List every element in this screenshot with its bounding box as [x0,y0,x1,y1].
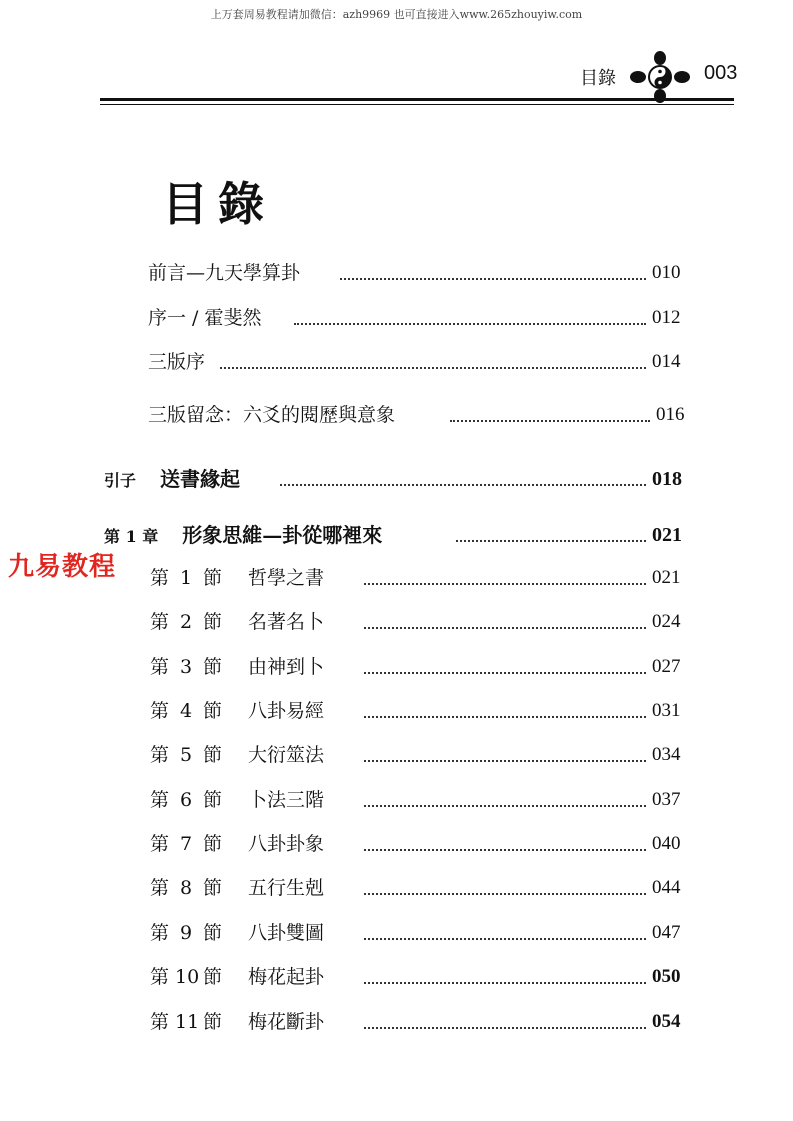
toc-leader-dots [364,805,646,807]
toc-section-pre: 第 [150,833,170,855]
toc-entry[interactable] [0,399,793,431]
toc-leader-dots [220,367,646,369]
toc-section-number: 2 [179,611,193,633]
toc-section-page: 050 [652,966,681,987]
toc-section-number: 6 [179,789,193,811]
toc-section-name: 梅花斷卦 [248,1011,325,1033]
toc-section-name: 梅花起卦 [248,966,325,988]
toc-section-post: 節 [203,833,223,855]
toc-section-pre: 第 [150,611,170,633]
toc-section-post: 節 [203,700,223,722]
toc-entry-page: 014 [652,351,681,372]
toc-section-post: 節 [203,789,223,811]
taiji-flower-ornament-icon [628,50,692,104]
toc-entry-page: 012 [652,307,681,328]
toc-section-name: 由神到卜 [248,656,325,678]
toc-entry-page: 016 [656,404,685,425]
toc-entry-title: 序一 / 霍斐然 [148,307,262,329]
side-watermark-logo: 九易教程 [8,552,117,582]
toc-entry-title: 前言—九天學算卦 [148,262,301,284]
header-rule-thin [100,104,734,105]
running-header-page-number: 003 [704,62,738,84]
toc-section-title [150,651,324,683]
toc-intro-name: 送書緣起 [160,467,241,491]
toc-section-name: 八卦卦象 [248,833,325,855]
toc-section-name: 五行生剋 [248,877,325,899]
toc-section-pre: 第 [150,656,170,678]
toc-section-post: 節 [203,966,223,988]
toc-section-title [150,784,324,816]
toc-entry-page: 010 [652,262,681,283]
toc-section-title [150,606,324,638]
toc-leader-dots [364,672,646,674]
toc-intro-title [104,463,240,497]
toc-section-entry[interactable] [0,606,793,638]
toc-leader-dots [294,323,646,325]
toc-section-pre: 第 [150,744,170,766]
toc-entry-title: 三版序 [148,351,206,373]
toc-leader-dots [364,1027,646,1029]
toc-section-entry[interactable] [0,695,793,727]
toc-section-entry[interactable] [0,784,793,816]
toc-section-pre: 第 [150,966,170,988]
toc-section-entry[interactable] [0,872,793,904]
toc-section-entry[interactable] [0,739,793,771]
toc-section-post: 節 [203,611,223,633]
toc-section-entry[interactable] [0,651,793,683]
toc-section-pre: 第 [150,877,170,899]
toc-section-title [150,917,324,949]
toc-entry-title: 三版留念：六爻的閱歷與意象 [148,404,396,426]
toc-intro-page: 018 [652,468,682,490]
toc-section-post: 節 [203,567,223,589]
toc-leader-dots [280,484,646,486]
toc-section-number: 3 [179,656,193,678]
toc-section-number: 11 [175,1011,200,1033]
toc-section-title [150,872,324,904]
toc-leader-dots [364,938,646,940]
running-header-label: 目錄 [580,68,616,89]
toc-section-pre: 第 [150,922,170,944]
toc-section-number: 5 [179,744,193,766]
toc-leader-dots [364,583,646,585]
toc-leader-dots [450,420,650,422]
toc-section-entry[interactable] [0,917,793,949]
toc-section-title [150,739,324,771]
toc-chapter-page: 021 [652,524,682,546]
toc-section-name: 大衍筮法 [248,744,325,766]
toc-section-page: 024 [652,611,681,632]
toc-intro-prefix: 引子 [104,471,137,490]
toc-intro-entry[interactable] [0,463,793,495]
toc-section-name: 名著名卜 [248,611,325,633]
toc-section-entry[interactable] [0,828,793,860]
toc-section-entry[interactable] [0,562,793,594]
toc-section-pre: 第 [150,789,170,811]
toc-section-page: 027 [652,656,681,677]
toc-chapter-prefix: 第 1 章 [104,527,159,546]
toc-section-title [150,1006,324,1038]
toc-section-post: 節 [203,877,223,899]
toc-leader-dots [340,278,646,280]
toc-section-entry[interactable] [0,1006,793,1038]
toc-section-pre: 第 [150,700,170,722]
toc-leader-dots [364,893,646,895]
page-title: 目錄 [162,177,274,231]
toc-section-post: 節 [203,1011,223,1033]
toc-section-name: 卜法三階 [248,789,325,811]
toc-section-number: 9 [179,922,193,944]
toc-section-number: 10 [175,966,200,988]
toc-chapter-title [104,519,382,553]
toc-chapter-entry[interactable] [0,519,793,551]
toc-section-name: 哲學之書 [248,567,325,589]
toc-section-page: 047 [652,922,681,943]
toc-entry[interactable] [0,257,793,289]
toc-section-title [150,695,324,727]
toc-section-page: 021 [652,567,681,588]
toc-section-page: 044 [652,877,681,898]
top-watermark: 上万套周易教程请加微信：azh9969 也可直接进入www.265zhouyiw.com [210,8,583,21]
toc-section-number: 7 [179,833,193,855]
toc-section-number: 8 [179,877,193,899]
toc-section-post: 節 [203,744,223,766]
toc-section-page: 040 [652,833,681,854]
toc-section-title [150,562,324,594]
toc-section-pre: 第 [150,1011,170,1033]
toc-section-page: 054 [652,1011,681,1032]
toc-section-post: 節 [203,922,223,944]
toc-leader-dots [456,540,646,542]
toc-section-page: 037 [652,789,681,810]
toc-section-number: 4 [179,700,193,722]
toc-leader-dots [364,627,646,629]
toc-section-page: 031 [652,700,681,721]
toc-section-page: 034 [652,744,681,765]
toc-chapter-name: 形象思維—卦從哪裡來 [182,523,383,547]
toc-section-entry[interactable] [0,961,793,993]
toc-leader-dots [364,982,646,984]
toc-leader-dots [364,716,646,718]
toc-section-title [150,828,324,860]
header-rule-thick [100,98,734,101]
toc-section-name: 八卦易經 [248,700,325,722]
toc-leader-dots [364,849,646,851]
toc-entry[interactable] [0,346,793,378]
toc-section-title [150,961,324,993]
toc-section-number: 1 [179,567,193,589]
toc-section-name: 八卦雙圖 [248,922,325,944]
toc-entry[interactable] [0,302,793,334]
toc-leader-dots [364,760,646,762]
toc-section-post: 節 [203,656,223,678]
toc-section-pre: 第 [150,567,170,589]
